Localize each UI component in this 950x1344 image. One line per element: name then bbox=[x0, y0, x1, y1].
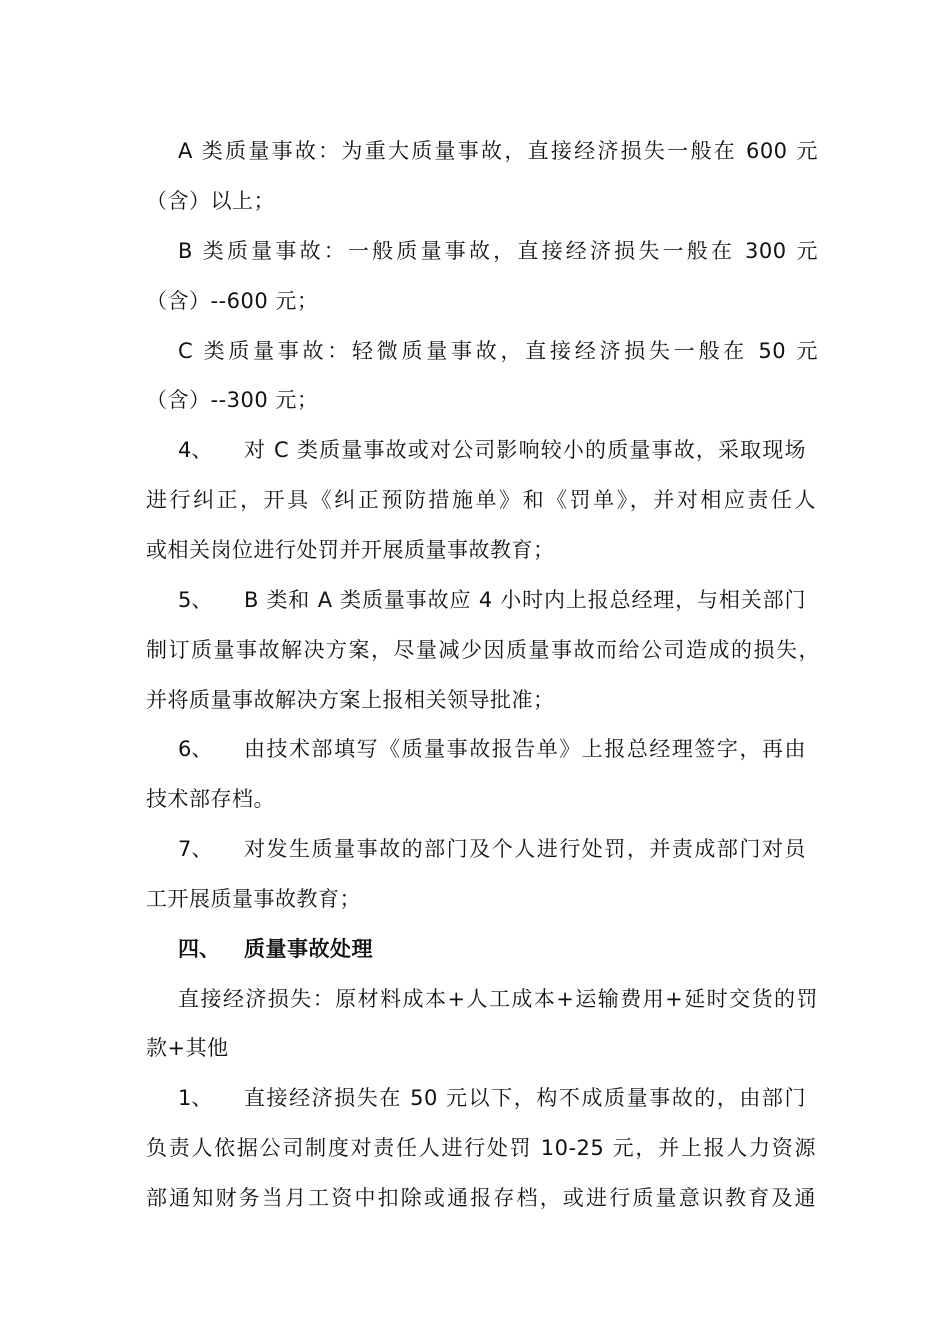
text-line: （含）--600 元； bbox=[146, 289, 319, 313]
list-number: 6、 bbox=[178, 737, 213, 761]
text-line: 负责人依据公司制度对责任人进行处罚 10-25 元，并上报人力资源 bbox=[146, 1136, 816, 1160]
text-line: 或相关岗位进行处罚并开展质量事故教育； bbox=[146, 538, 555, 562]
text-line: 直接经济损失在 50 元以下，构不成质量事故的，由部门 bbox=[244, 1086, 806, 1110]
text-line: （含）以上； bbox=[146, 189, 275, 213]
text-line: 制订质量事故解决方案，尽量减少因质量事故而给公司造成的损失， bbox=[146, 638, 820, 662]
text-line: 款+其他 bbox=[146, 1036, 229, 1060]
text-line: 技术部存档。 bbox=[146, 787, 275, 811]
list-number: 5、 bbox=[178, 588, 213, 612]
text-line: B 类和 A 类质量事故应 4 小时内上报总经理，与相关部门 bbox=[244, 588, 806, 612]
text-line: 进行纠正，开具《纠正预防措施单》和《罚单》，并对相应责任人 bbox=[146, 488, 816, 512]
list-number: 1、 bbox=[178, 1086, 213, 1110]
section-number: 四、 bbox=[178, 937, 220, 961]
list-number: 7、 bbox=[178, 837, 213, 861]
text-line: C 类质量事故：轻微质量事故，直接经济损失一般在 50 元 bbox=[178, 339, 818, 363]
text-line: 对 C 类质量事故或对公司影响较小的质量事故，采取现场 bbox=[244, 438, 806, 462]
text-line: （含）--300 元； bbox=[146, 388, 319, 412]
text-line: 对发生质量事故的部门及个人进行处罚，并责成部门对员 bbox=[244, 837, 806, 861]
text-line: 工开展质量事故教育； bbox=[146, 887, 361, 911]
text-line: 部通知财务当月工资中扣除或通报存档，或进行质量意识教育及通 bbox=[146, 1186, 816, 1210]
section-heading: 质量事故处理 bbox=[244, 937, 373, 961]
text-line: 由技术部填写《质量事故报告单》上报总经理签字，再由 bbox=[244, 737, 806, 761]
text-line: 直接经济损失：原材料成本+人工成本+运输费用+延时交货的罚 bbox=[178, 987, 818, 1011]
list-number: 4、 bbox=[178, 438, 213, 462]
text-line: B 类质量事故：一般质量事故，直接经济损失一般在 300 元 bbox=[178, 239, 818, 263]
text-line: 并将质量事故解决方案上报相关领导批准； bbox=[146, 688, 555, 712]
text-line: A 类质量事故：为重大质量事故，直接经济损失一般在 600 元 bbox=[178, 139, 818, 163]
